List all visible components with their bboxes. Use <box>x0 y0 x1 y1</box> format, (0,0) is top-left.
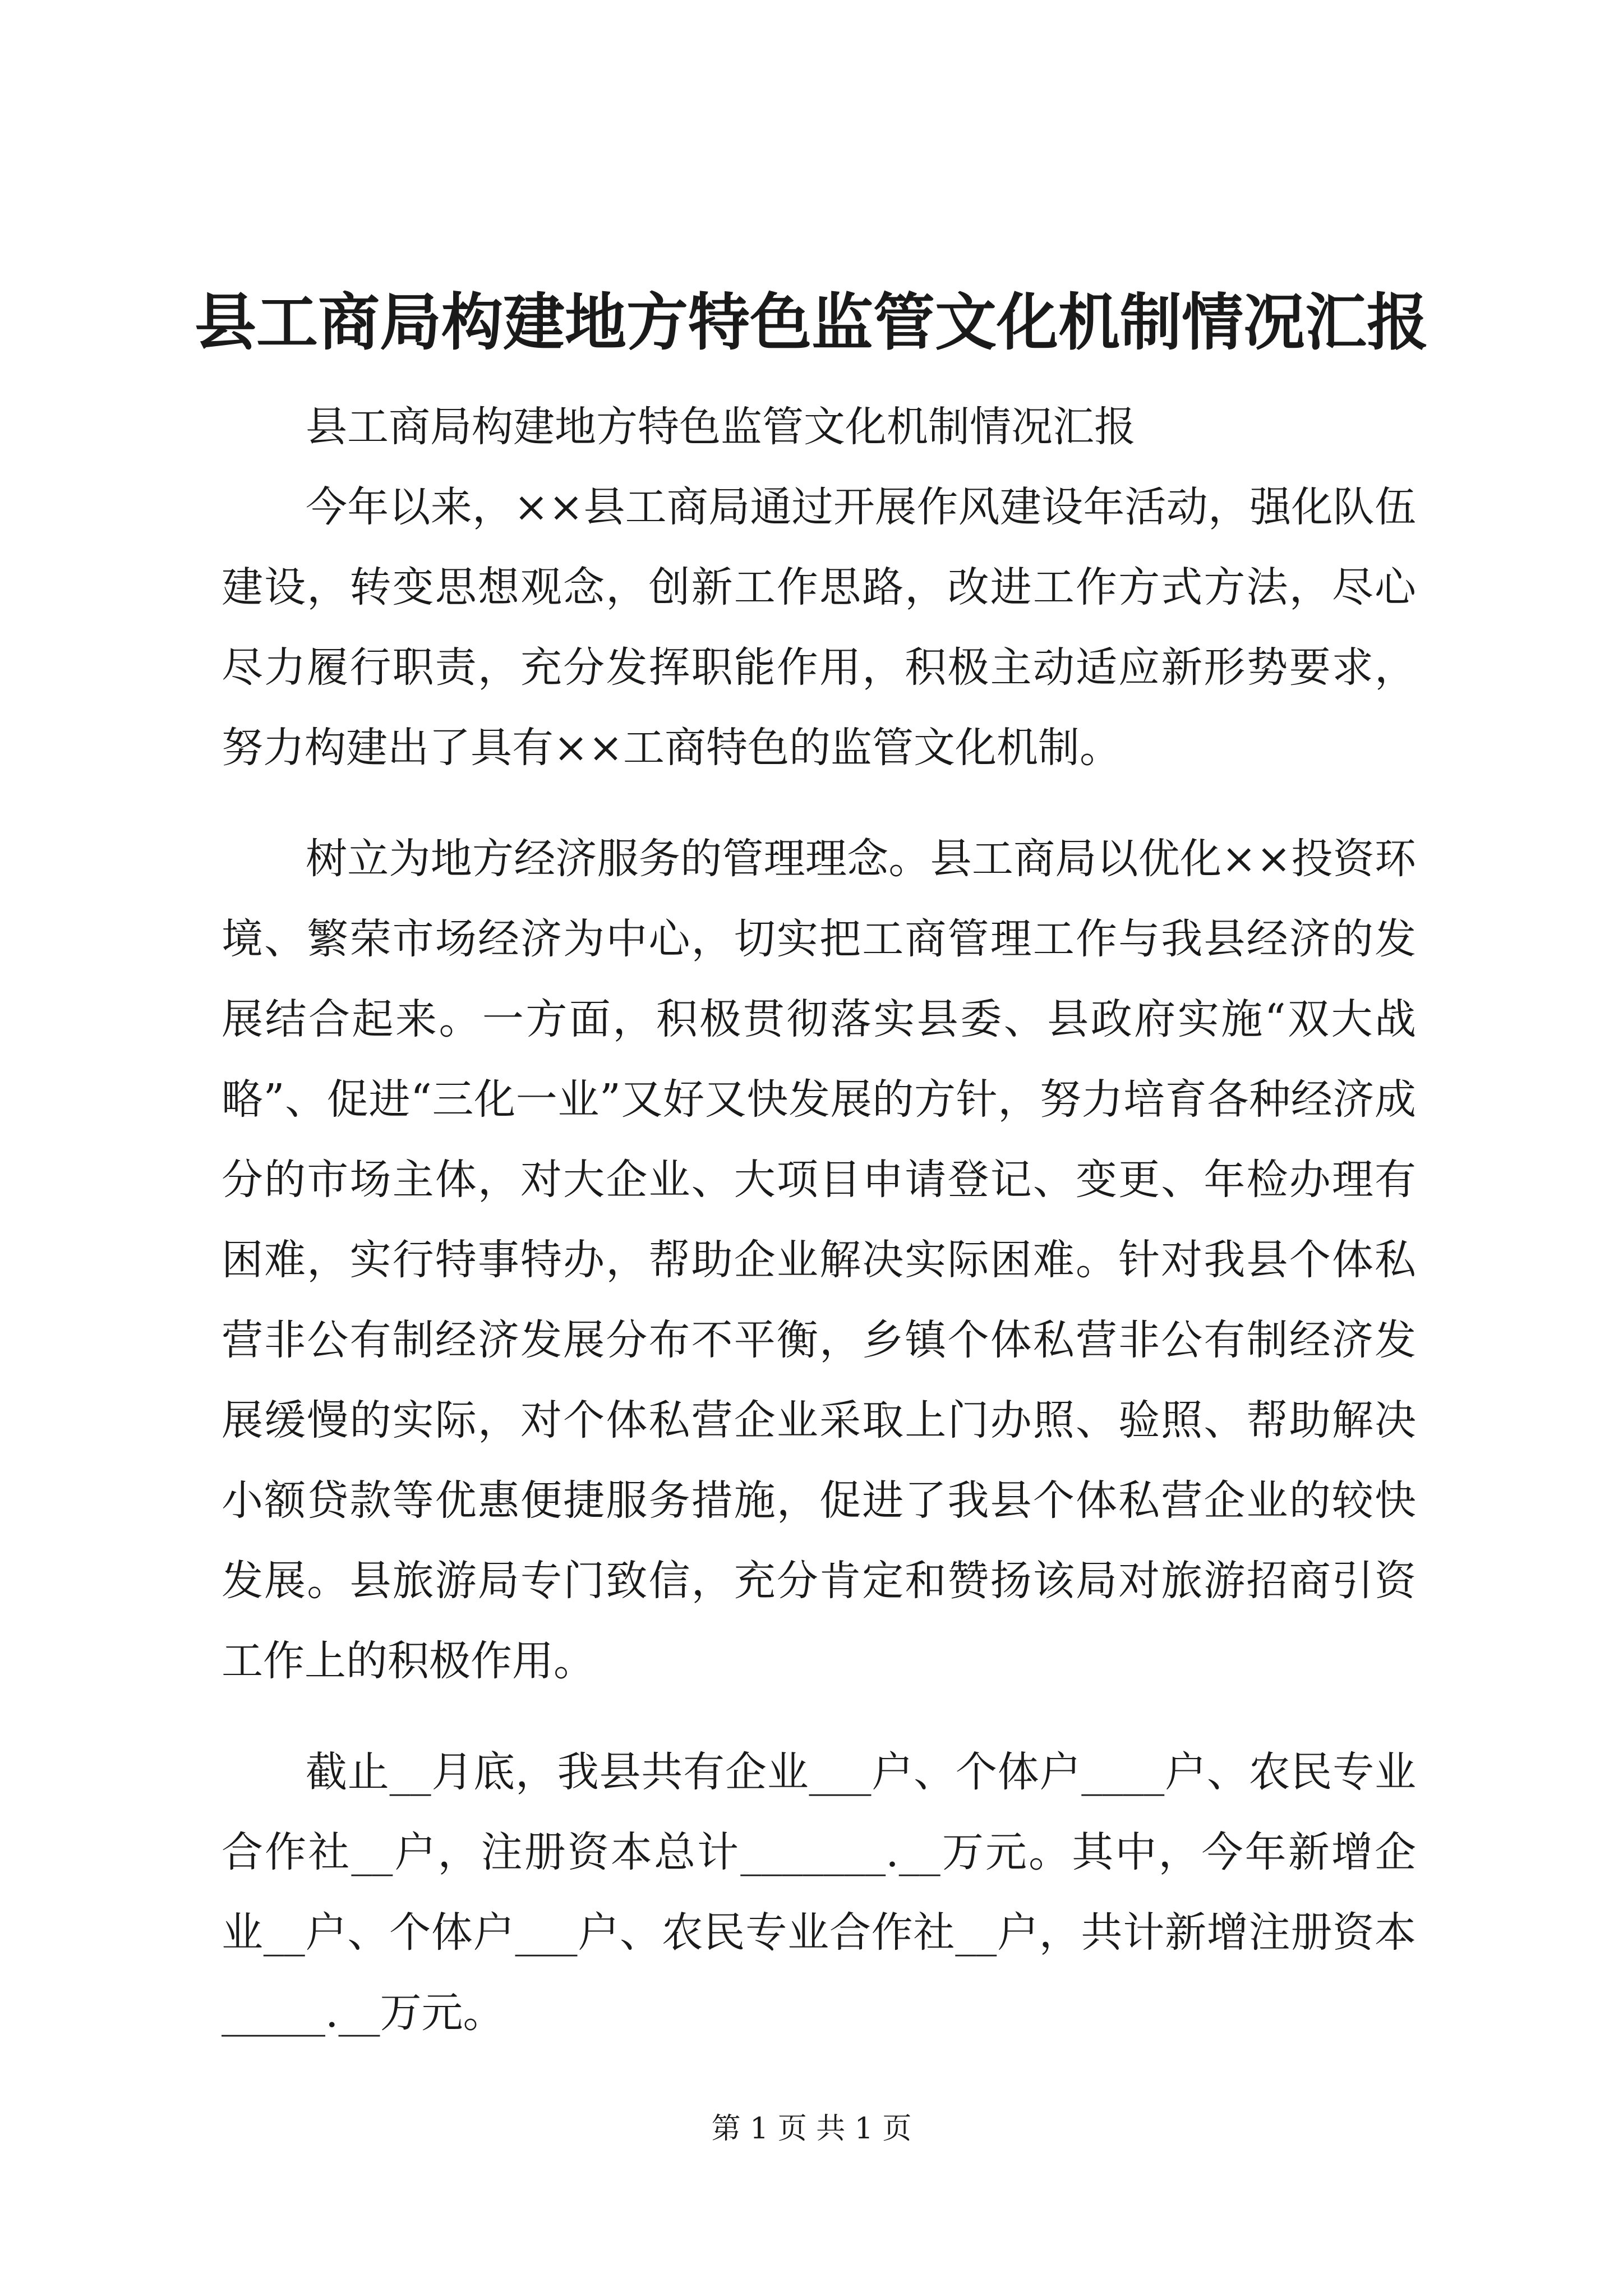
document-title: 县工商局构建地方特色监管文化机制情况汇报 <box>195 286 1428 358</box>
paragraph-service-concept: 树立为地方经济服务的管理理念。县工商局以优化××投资环境、繁荣市场经济为中心，切实把工商管理工作与我县经济的发展结合起来。一方面，积极贯彻落实县委、县政府实施“双大战略”、促进“三化一业”又好又快发展的方针，努力培育各种经济成分的市场主体，对大企业、大项目申请登记、变更、年检办理有困难，实行特事特办，帮助企业解决实际困难。针对我县个体私营非公有制经济发展分布不平衡，乡镇个体私营非公有制经济发展缓慢的实际，对个体私营企业采取上门办照、验照、帮助解决小额贷款等优惠便捷服务措施，促进了我县个体私营企业的较快发展。县旅游局专门致信，充分肯定和赞扬该局对旅游招商引资工作上的积极作用。 <box>222 835 1416 1685</box>
document-body <box>222 387 1416 2053</box>
paragraph-intro: 今年以来，××县工商局通过开展作风建设年活动，强化队伍建设，转变思想观念，创新工作思路，改进工作方式方法，尽心尽力履行职责，充分发挥职能作用，积极主动适应新形势要求，努力构建出了具有××工商特色的监管文化机制。 <box>222 483 1416 772</box>
paragraph-subtitle: 县工商局构建地方特色监管文化机制情况汇报 <box>306 403 1136 451</box>
page-footer: 第 1 页 共 1 页 <box>711 2112 912 2146</box>
paragraph-statistics: 截止__月底，我县共有企业___户、个体户____户、农民专业合作社__户，注册资本总计_______.__万元。其中，今年新增企业__户、个体户___户、农民专业合作社__户，共计新增注册资本_____.__万元。 <box>222 1748 1416 2037</box>
